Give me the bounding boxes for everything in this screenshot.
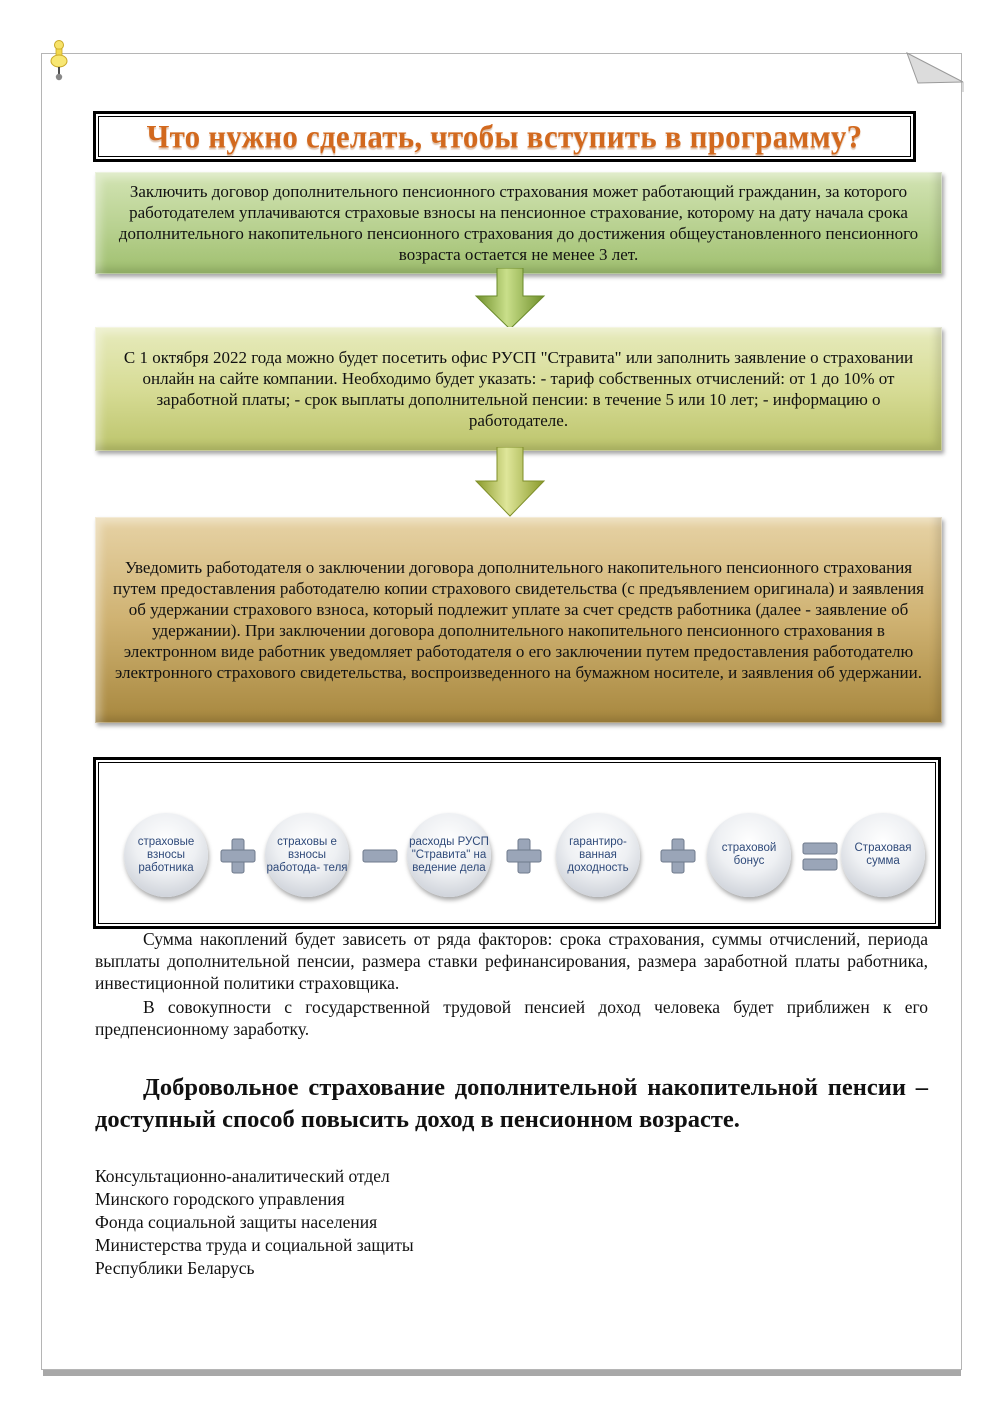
plus-icon xyxy=(505,837,543,875)
signature-line: Консультационно-аналитический отдел xyxy=(95,1166,390,1186)
minus-icon xyxy=(361,837,399,875)
term-label: Страховая сумма xyxy=(854,842,912,867)
slogan-text: Добровольное страхование дополнительной накопительной пенсии – доступный способ повысить доход в пенсионном возрасте. xyxy=(95,1074,928,1133)
term-label: гарантиро- ванная доходность xyxy=(567,835,629,874)
term-label: страховы е взносы работода- теля xyxy=(266,835,348,874)
step-2-text: С 1 октября 2022 года можно будет посетить офис РУСП "Стравита" или заполнить заявление о страховании онлайн на сайте компании. Необходимо будет указать: - тариф собственных отчислений: от 1 до 10% от заработной платы; - срок выплаты дополнительной пенсии: в течение 5 или 10 лет; - информацию о работодателе. xyxy=(123,348,914,430)
term-label: страховой бонус xyxy=(721,842,777,867)
step-3-box xyxy=(95,517,942,723)
term-employer-contributions xyxy=(265,813,349,897)
arrow-down-icon xyxy=(474,447,546,517)
formula-frame xyxy=(93,757,941,929)
term-employee-contributions xyxy=(124,813,208,897)
pushpin-icon xyxy=(48,40,70,82)
term-company-expenses xyxy=(407,813,491,897)
plus-icon xyxy=(219,837,257,875)
step-3-text: Уведомить работодателя о заключении договора дополнительного накопительного пенсионного страхования путем предоставления работодателю копии страхового свидетельства (с предъявлением оригинала) и заявления об удержании страхового взноса, который подлежит уплате за счет средств работника (далее - заявление об удержании). При заключении договора дополнительного накопительного пенсионного страхования в электронном виде работник уведомляет работодателя о его заключении путем предоставления работодателю электронного страхового свидетельства, воспроизведенного на бумажном носителе, и заявления об удержании. xyxy=(112,558,924,682)
title-frame xyxy=(93,111,916,162)
signature-line: Министерства труда и социальной защиты xyxy=(95,1235,414,1255)
page-title: Что нужно сделать, чтобы вступить в программу? xyxy=(146,117,863,155)
term-insured-sum xyxy=(841,813,925,897)
paragraph-text: В совокупности с государственной трудовой пенсией доход человека будет приближен к его предпенсионному заработку. xyxy=(95,997,928,1039)
step-1-text: Заключить договор дополнительного пенсионного страхования может работающий гражданин, за которого работодателем уплачиваются страховые взносы на пенсионное страхование, которому на дату начала срока дополнительного накопительного пенсионного страхования до достижения общеустановленного пенсионного возраста остается не менее 3 лет. xyxy=(118,182,919,264)
step-1-box xyxy=(95,172,942,274)
page-shadow xyxy=(43,1370,961,1376)
term-label: страховые взносы работника xyxy=(137,835,195,874)
step-2-box xyxy=(95,327,942,451)
term-insurance-bonus xyxy=(707,813,791,897)
arrow-down-icon xyxy=(474,268,546,330)
signature-line: Минского городского управления xyxy=(95,1189,345,1209)
term-guaranteed-yield xyxy=(556,813,640,897)
signature-block xyxy=(95,1165,414,1280)
slogan xyxy=(95,1072,928,1136)
equals-icon xyxy=(801,837,839,875)
page-curl-icon xyxy=(905,52,965,92)
term-label: расходы РУСП "Стравита" на ведение дела xyxy=(409,835,489,874)
paragraph-text: Сумма накоплений будет зависеть от ряда факторов: срока страхования, суммы отчислений, периода выплаты дополнительной пенсии, размера ставки рефинансирования, размера заработной платы работника, инвестиционной политики страховщика. xyxy=(95,929,928,993)
paragraph-income xyxy=(95,996,928,1040)
signature-line: Республики Беларусь xyxy=(95,1258,255,1278)
signature-line: Фонда социальной защиты населения xyxy=(95,1212,378,1232)
plus-icon xyxy=(659,837,697,875)
paragraph-factors xyxy=(95,928,928,994)
